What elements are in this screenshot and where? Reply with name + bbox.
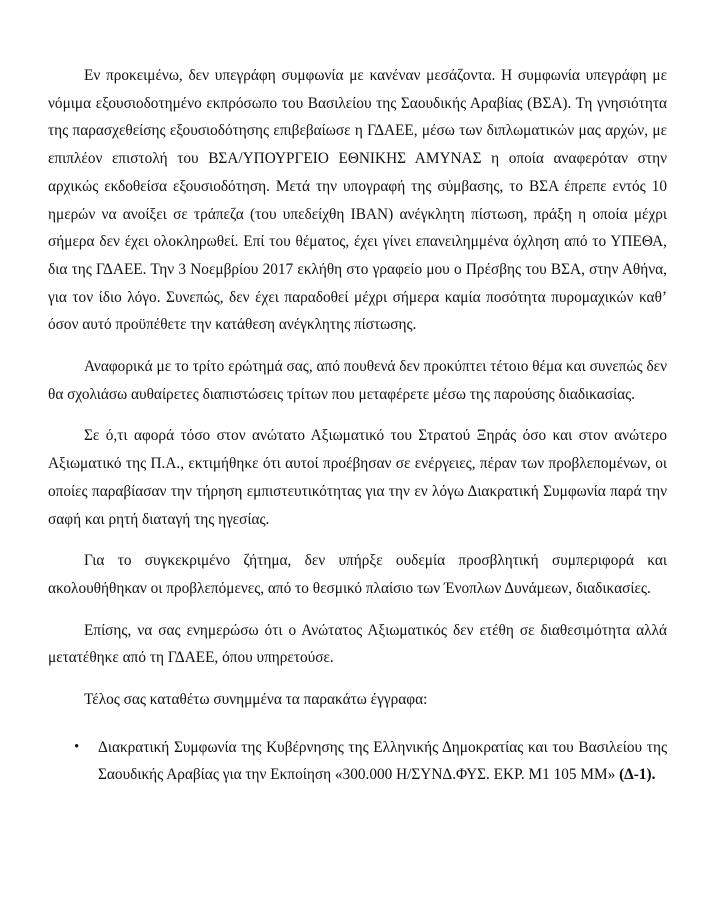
list-item [74,734,667,789]
bullet-icon: • [74,738,80,755]
paragraph-third-question: Αναφορικά με το τρίτο ερώτημά σας, από πουθενά δεν προκύπτει τέτοιο θέμα και συνεπώς δεν θα σχολιάσω αυθαίρετες διαπιστώσεις τρίτων που μεταφέρετε μέσω της παρούσης διαδικασίας. [48,358,667,403]
paragraph-officers: Σε ό,τι αφορά τόσο στον ανώτατο Αξιωματικό του Στρατού Ξηράς όσο και στον ανώτερο Αξιωματικό της Π.Α., εκτιμήθηκε ότι αυτοί προέβησαν σε ενέργειες, πέραν των προβλεπομένων, οι οποίες παραβίασαν την τήρηση εμπιστευτικότητας για την εν λόγω Διακρατική Συμφωνία παρά την σαφή και ρητή διαταγή της ηγεσίας. [48,427,667,528]
attachment-reference: (Δ-1). [619,766,656,784]
paragraph-transfer: Επίσης, να σας ενημερώσω ότι ο Ανώτατος Αξιωματικός δεν ετέθη σε διαθεσιμότητα αλλά μετατέθηκε από τη ΓΔΑΕΕ, όπου υπηρετούσε. [48,621,667,667]
paragraph-agreement-details: Εν προκειμένω, δεν υπεγράφη συμφωνία με κανέναν μεσάζοντα. Η συμφωνία υπεγράφη με νόμιμα εξουσιοδοτημένο εκπρόσωπο του Βασιλείου της Σαουδικής Αραβίας (ΒΣΑ). Τη γνησιότητα της παρασχεθείσης εξουσιοδότησης επιβεβαίωσε η ΓΔΑΕΕ, μέσω των διπλωματικών μας αρχών, με επιπλέον επιστολή του ΒΣΑ/ΥΠΟΥΡΓΕΙΟ ΕΘΝΙΚΗΣ ΑΜΥΝΑΣ η οποία αναφερόταν στην αρχικώς εκδοθείσα εξουσιοδότηση. Μετά την υπογραφή της σύμβασης, το ΒΣΑ έπρεπε εντός 10 ημερών να ανοίξει σε τράπεζα (του υπεδείχθη IBAN) ανέγκλητη πίστωση, πράξη η οποία μέχρι σήμερα δεν έχει ολοκληρωθεί. Επί του θέματος, έχει γίνει επανειλημμένα όχληση από το ΥΠΕΘΑ, δια της ΓΔΑΕΕ. Την 3 Νοεμβρίου 2017 εκλήθη στο γραφείο μου ο Πρέσβης του ΒΣΑ, στην Αθήνα, για τον ίδιο λόγο. Συνεπώς, δεν έχει παραδοθεί μέχρι σήμερα καμία ποσότητα πυρομαχικών καθ’ όσον αυτό προϋπέθετε την κατάθεση ανέγκλητης πίστωσης. [48,67,667,334]
paragraph-attachments-intro: Τέλος σας καταθέτω συνημμένα τα παρακάτω έγγραφα: [84,691,428,709]
attachments-list [48,734,667,789]
attachment-text: Διακρατική Συμφωνία της Κυβέρνησης της Ελληνικής Δημοκρατίας και του Βασιλείου της Σαουδικής Αραβίας για την Εκποίηση «300.000 Η/ΣΥΝΔ.ΦΥΣ. ΕΚΡ. Μ1 105 ΜΜ» [98,738,667,784]
paragraph-procedures: Για το συγκεκριμένο ζήτημα, δεν υπήρξε ουδεμία προσβλητική συμπεριφορά και ακολουθήθηκαν οι προβλεπόμενες, από το θεσμικό πλαίσιο των Ένοπλων Δυνάμεων, διαδικασίες. [48,552,667,597]
document-page [48,62,667,789]
